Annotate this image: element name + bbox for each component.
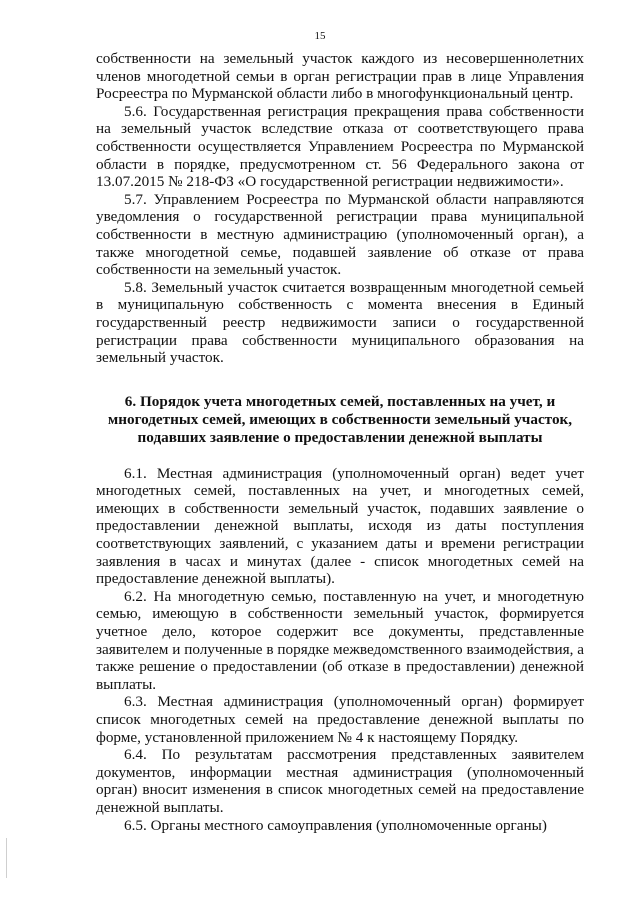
document-body xyxy=(96,50,584,834)
scan-edge-mark xyxy=(6,838,7,878)
paragraph-p-5-8: 5.8. Земельный участок считается возвращенным многодетной семьей в муниципальную собственность с момента внесения в Единый государственный реестр недвижимости записи о государственной регистрации права собственности муниципального образования на земельный участок. xyxy=(96,278,584,367)
section-5-paragraphs xyxy=(96,50,584,367)
paragraph-p-5-6: 5.6. Государственная регистрация прекращения права собственности на земельный участок вследствие отказа от соответствующего права собственности осуществляется Управлением Росреестра по Мурманской области в порядке, предусмотренном ст. 56 Федерального закона от 13.07.2015 № 218-ФЗ «О государственной регистрации недвижимости». xyxy=(96,102,584,191)
paragraph-p-5-7: 5.7. Управлением Росреестра по Мурманской области направляются уведомления о государственной регистрации права муниципальной собственности в местную администрацию (уполномоченный орган), а также многодетной семье, подавшей заявление об отказе от права собственности на земельный участок. xyxy=(96,190,584,279)
paragraph-p-cont: собственности на земельный участок каждого из несовершеннолетних членов многодетной семьи в орган регистрации прав в лице Управления Росреестра по Мурманской области либо в многофункциональный центр. xyxy=(96,50,584,103)
paragraph-p-6-1: 6.1. Местная администрация (уполномоченный орган) ведет учет многодетных семей, поставленных на учет, и многодетных семей, имеющих в собственности земельный участок, подавших заявление о предоставлении денежной выплаты, исходя из даты поступления соответствующих заявлений, с указанием даты и времени регистрации заявления в часах и минутах (далее - список многодетных семей на предоставление денежной выплаты). xyxy=(96,464,584,588)
paragraph-p-6-2: 6.2. На многодетную семью, поставленную на учет, и многодетную семью, имеющую в собственности земельный участок, формируется учетное дело, которое содержит все документы, представленные заявителем и полученные в порядке межведомственного взаимодействия, а также решение о предоставлении (об отказе в предоставлении) денежной выплаты. xyxy=(96,587,584,693)
section-heading-6: 6. Порядок учета многодетных семей, поставленных на учет, и многодетных семей, имеющих в собственности земельный участок, подавших заявление о предоставлении денежной выплаты xyxy=(107,392,573,446)
paragraph-p-6-5: 6.5. Органы местного самоуправления (уполномоченные органы) xyxy=(124,816,547,834)
paragraph-p-6-3: 6.3. Местная администрация (уполномоченный орган) формирует список многодетных семей на предоставление денежной выплаты по форме, установленной приложением № 4 к настоящему Порядку. xyxy=(96,693,584,746)
section-6-paragraphs xyxy=(96,465,584,834)
paragraph-p-6-4: 6.4. По результатам рассмотрения представленных заявителем документов, информации местная администрация (уполномоченный орган) вносит изменения в список многодетных семей на предоставление денежной выплаты. xyxy=(96,746,584,816)
page-number: 15 xyxy=(314,30,326,42)
